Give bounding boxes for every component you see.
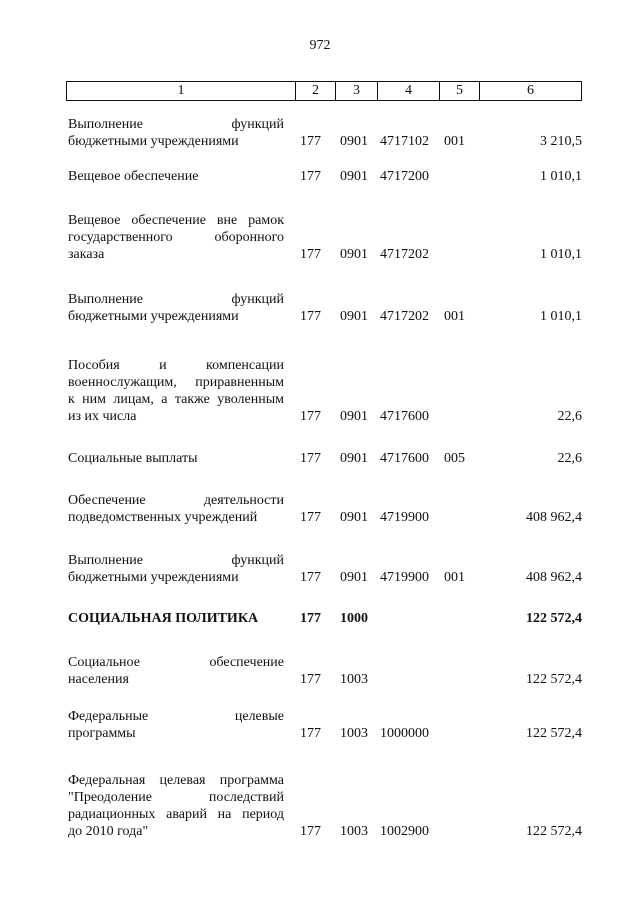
row-c6: 22,6: [557, 451, 582, 466]
row-name-line: Обеспечение деятельности: [68, 493, 284, 508]
row-c3: 0901: [340, 169, 368, 184]
row-name-line: государственного оборонного: [68, 230, 284, 245]
row-c4: 1000000: [380, 726, 429, 741]
row-c4: 4717102: [380, 134, 429, 149]
row-c6: 1 010,1: [540, 247, 582, 262]
header-col-1: 1: [67, 82, 296, 100]
header-col-2: 2: [296, 82, 336, 100]
row-name: [68, 291, 284, 325]
header-col-6: 6: [527, 83, 534, 98]
row-name-line: бюджетными учреждениями: [68, 309, 239, 324]
row-c4: 4717202: [380, 309, 429, 324]
row-name-line: Социальное обеспечение: [68, 655, 284, 670]
row-c6: 1 010,1: [540, 169, 582, 184]
row-c6: 122 572,4: [526, 611, 582, 626]
row-name-line: подведомственных учреждений: [68, 510, 258, 525]
row-c3: 1003: [340, 672, 368, 687]
row-name-line: к ним лицам, а также уволенным: [68, 392, 284, 407]
header-col-5: 5: [440, 82, 480, 100]
row-name: [68, 552, 284, 586]
row-c2: 177: [300, 672, 321, 687]
row-name-line: Федеральная целевая программа: [68, 773, 284, 788]
row-c3: 0901: [340, 451, 368, 466]
row-name: [68, 212, 284, 263]
row-c3: 1003: [340, 726, 368, 741]
row-c3: 0901: [340, 134, 368, 149]
row-name-line: Выполнение функций: [68, 553, 284, 568]
row-name-line: Выполнение функций: [68, 117, 284, 132]
row-c3: 0901: [340, 247, 368, 262]
row-c6: 22,6: [557, 409, 582, 424]
row-name: [68, 772, 284, 840]
row-name: [68, 357, 284, 425]
row-c2: 177: [300, 169, 321, 184]
row-c2: 177: [300, 451, 321, 466]
row-c6: 122 572,4: [526, 824, 582, 839]
row-c6: 408 962,4: [526, 510, 582, 525]
row-c6: 408 962,4: [526, 570, 582, 585]
header-col-4: 4: [378, 82, 440, 100]
row-name: [68, 654, 284, 688]
row-c5: 005: [444, 451, 465, 466]
header-col-3: 3: [336, 82, 378, 100]
row-name-line: до 2010 года": [68, 824, 149, 839]
row-c4: 4717200: [380, 169, 429, 184]
row-c2: 177: [300, 726, 321, 741]
row-c3: 1003: [340, 824, 368, 839]
row-name-line: населения: [68, 672, 129, 687]
row-c3: 0901: [340, 409, 368, 424]
row-c5: 001: [444, 134, 465, 149]
row-name-line: Выполнение функций: [68, 292, 284, 307]
row-c2: 177: [300, 134, 321, 149]
row-name-line: заказа: [68, 247, 105, 262]
row-name-line: радиационных аварий на период: [68, 807, 284, 822]
row-c4: 4717600: [380, 409, 429, 424]
row-c4: 4719900: [380, 510, 429, 525]
row-name-line: СОЦИАЛЬНАЯ ПОЛИТИКА: [68, 611, 259, 626]
row-c3: 0901: [340, 510, 368, 525]
row-c2: 177: [300, 510, 321, 525]
row-c6: 1 010,1: [540, 309, 582, 324]
row-c6: 122 572,4: [526, 672, 582, 687]
row-c2: 177: [300, 247, 321, 262]
row-c4: 4717202: [380, 247, 429, 262]
row-name-line: бюджетными учреждениями: [68, 570, 239, 585]
row-c2: 177: [300, 611, 321, 626]
row-c6: 122 572,4: [526, 726, 582, 741]
row-name: [68, 116, 284, 150]
row-name: [68, 708, 284, 742]
row-name-line: из их числа: [68, 409, 137, 424]
table-header-row: [66, 81, 582, 101]
row-name-line: военнослужащим, приравненным: [68, 375, 284, 390]
row-c3: 1000: [340, 611, 368, 626]
row-name: [68, 492, 284, 526]
row-c4: 4719900: [380, 570, 429, 585]
row-name-line: Вещевое обеспечение вне рамок: [68, 213, 284, 228]
row-name-line: Пособия и компенсации: [68, 358, 284, 373]
row-name: [68, 168, 284, 185]
row-c5: 001: [444, 309, 465, 324]
row-name-line: Федеральные целевые: [68, 709, 284, 724]
row-name-line: бюджетными учреждениями: [68, 134, 239, 149]
row-c2: 177: [300, 309, 321, 324]
row-name-line: программы: [68, 726, 136, 741]
row-name-line: Вещевое обеспечение: [68, 169, 199, 184]
row-c4: 4717600: [380, 451, 429, 466]
row-c2: 177: [300, 409, 321, 424]
row-name: [68, 450, 284, 467]
page-number: 972: [309, 38, 331, 53]
row-c2: 177: [300, 824, 321, 839]
row-name-line: Социальные выплаты: [68, 451, 198, 466]
row-c4: 1002900: [380, 824, 429, 839]
row-c3: 0901: [340, 309, 368, 324]
row-name: [68, 610, 284, 627]
row-c5: 001: [444, 570, 465, 585]
row-c3: 0901: [340, 570, 368, 585]
row-name-line: "Преодоление последствий: [68, 790, 284, 805]
row-c2: 177: [300, 570, 321, 585]
row-c6: 3 210,5: [540, 134, 582, 149]
